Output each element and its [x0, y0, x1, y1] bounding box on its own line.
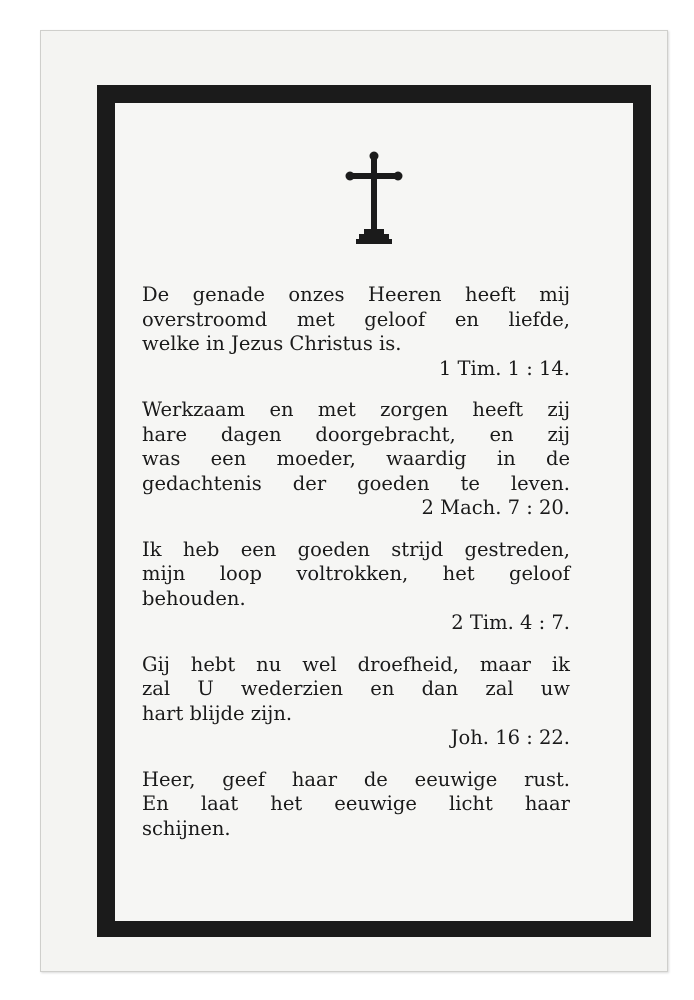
verse-line: behouden. — [142, 586, 246, 610]
verse-line: gedachtenis der goeden te leven. — [142, 471, 570, 495]
memorial-card — [40, 30, 668, 972]
verse-line: Werkzaam en met zorgen heeft zij — [142, 398, 570, 421]
verse-line: hare dagen doorgebracht, en zij — [142, 422, 570, 446]
verse-reference: 2 Mach. 7 : 20. — [421, 496, 570, 519]
verse-reference: 2 Tim. 4 : 7. — [451, 611, 570, 634]
mourning-border — [97, 85, 651, 937]
verses-block — [142, 283, 570, 858]
verse-line: zal U wederzien en dan zal uw — [142, 677, 570, 700]
verse-line: Ik heb een goeden strijd gestreden, — [142, 537, 570, 561]
verse-5 — [142, 768, 570, 842]
verse-line: De genade onzes Heeren heeft mij — [142, 283, 570, 306]
verse-reference: Joh. 16 : 22. — [450, 726, 570, 749]
verse-3 — [142, 538, 570, 636]
verse-reference: 1 Tim. 1 : 14. — [438, 356, 570, 380]
verse-line: hart blijde zijn. — [142, 701, 293, 725]
verse-line: welke in Jezus Christus is. — [142, 332, 402, 355]
verse-line: Gij hebt nu wel droefheid, maar ik — [142, 652, 570, 676]
latin-cross-icon — [344, 149, 404, 249]
verse-2 — [142, 398, 570, 521]
verse-line: was een moeder, waardig in de — [142, 447, 570, 470]
verse-line: schijnen. — [142, 816, 231, 840]
verse-line: En laat het eeuwige licht haar — [142, 792, 570, 815]
verse-line: Heer, geef haar de eeuwige rust. — [142, 767, 570, 791]
verse-4 — [142, 653, 570, 751]
verse-line: overstroomd met geloof en liefde, — [142, 307, 570, 331]
verse-line: mijn loop voltrokken, het geloof — [142, 562, 570, 585]
verse-1 — [142, 283, 570, 381]
